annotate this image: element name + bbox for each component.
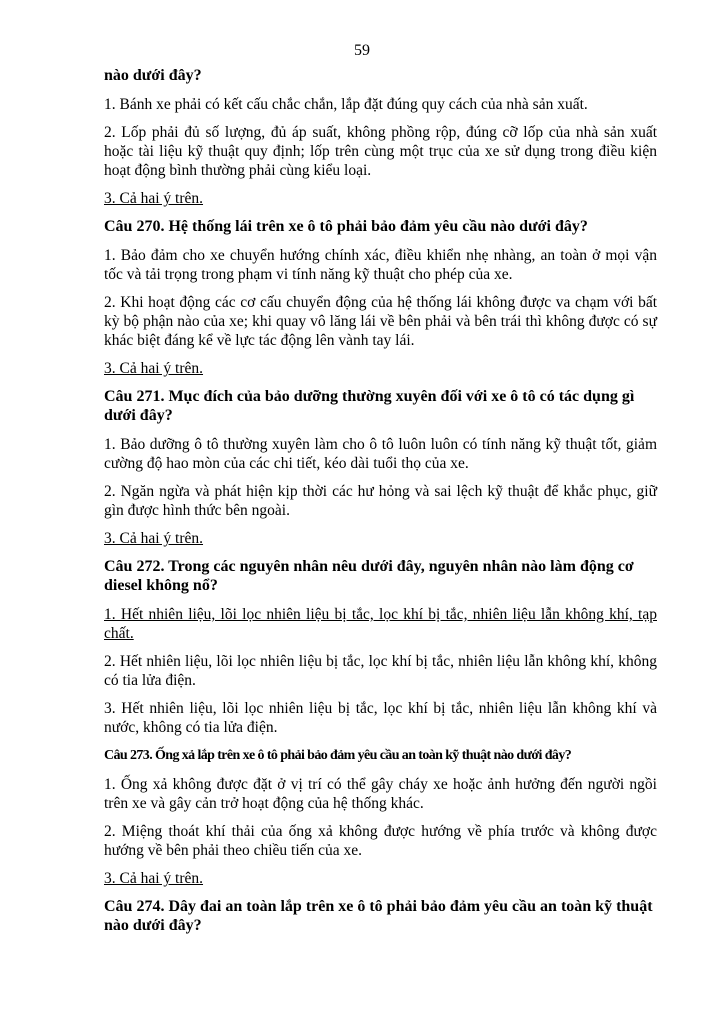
option: 2. Miệng thoát khí thải của ống xả không được hướng về phía trước và không được hướng về bên phải theo chiều tiến của xe. bbox=[104, 823, 657, 859]
question-269-tail: nào dưới đây? bbox=[104, 67, 202, 84]
correct-answer: 3. Cả hai ý trên. bbox=[104, 870, 204, 887]
correct-answer: 1. Hết nhiên liệu, lõi lọc nhiên liệu bị tắc, lọc khí bị tắc, nhiên liệu lẫn không khí, tạp chất. bbox=[104, 606, 657, 642]
question-273: Câu 273. Ống xả lắp trên xe ô tô phải bảo đảm yêu cầu an toàn kỹ thuật nào dưới đây? bbox=[104, 748, 572, 763]
correct-answer: 3. Cả hai ý trên. bbox=[104, 360, 204, 377]
page-number: 59 bbox=[354, 42, 370, 59]
correct-answer: 3. Cả hai ý trên. bbox=[104, 190, 204, 207]
question-274: Câu 274. Dây đai an toàn lắp trên xe ô tô phải bảo đảm yêu cầu an toàn kỹ thuật nào dưới đây? bbox=[104, 898, 653, 934]
question-272: Câu 272. Trong các nguyên nhân nêu dưới đây, nguyên nhân nào làm động cơ diesel không nổ? bbox=[104, 558, 634, 594]
option: 2. Hết nhiên liệu, lõi lọc nhiên liệu bị tắc, lọc khí bị tắc, nhiên liệu lẫn không khí, không có tia lửa điện. bbox=[104, 653, 657, 689]
question-270: Câu 270. Hệ thống lái trên xe ô tô phải bảo đảm yêu cầu nào dưới đây? bbox=[104, 218, 588, 235]
question-271: Câu 271. Mục đích của bảo dưỡng thường xuyên đối với xe ô tô có tác dụng gì dưới đây? bbox=[104, 388, 635, 424]
option: 1. Ống xả không được đặt ở vị trí có thể gây cháy xe hoặc ảnh hưởng đến người ngồi trên xe và gây cản trở hoạt động của hệ thống khác. bbox=[104, 776, 657, 812]
option: 1. Bảo dưỡng ô tô thường xuyên làm cho ô tô luôn luôn có tính năng kỹ thuật tốt, giảm cường độ hao mòn của các chi tiết, kéo dài tuổi thọ của xe. bbox=[104, 436, 657, 472]
option: 2. Khi hoạt động các cơ cấu chuyển động của hệ thống lái không được va chạm với bất kỳ bộ phận nào của xe; khi quay vô lăng lái về bên phải và bên trái thì không được có sự khác biệt đáng kể về lực tác động lên vành tay lái. bbox=[104, 294, 657, 349]
option: 3. Hết nhiên liệu, lõi lọc nhiên liệu bị tắc, lọc khí bị tắc, nhiên liệu lẫn không khí và nước, không có tia lửa điện. bbox=[104, 700, 657, 736]
option: 1. Bảo đảm cho xe chuyển hướng chính xác, điều khiển nhẹ nhàng, an toàn ở mọi vận tốc và tải trọng trong phạm vi tính năng kỹ thuật cho phép của xe. bbox=[104, 247, 657, 283]
option: 1. Bánh xe phải có kết cấu chắc chắn, lắp đặt đúng quy cách của nhà sản xuất. bbox=[104, 96, 588, 113]
correct-answer: 3. Cả hai ý trên. bbox=[104, 530, 204, 547]
option: 2. Lốp phải đủ số lượng, đủ áp suất, không phồng rộp, đúng cỡ lốp của nhà sản xuất hoặc tài liệu kỹ thuật quy định; lốp trên cùng một trục của xe sử dụng trong điều kiện hoạt động bình thường phải cùng kiểu loại. bbox=[104, 124, 657, 179]
question-list bbox=[104, 66, 657, 945]
option: 2. Ngăn ngừa và phát hiện kịp thời các hư hỏng và sai lệch kỹ thuật để khắc phục, giữ gìn được hình thức bên ngoài. bbox=[104, 483, 657, 519]
